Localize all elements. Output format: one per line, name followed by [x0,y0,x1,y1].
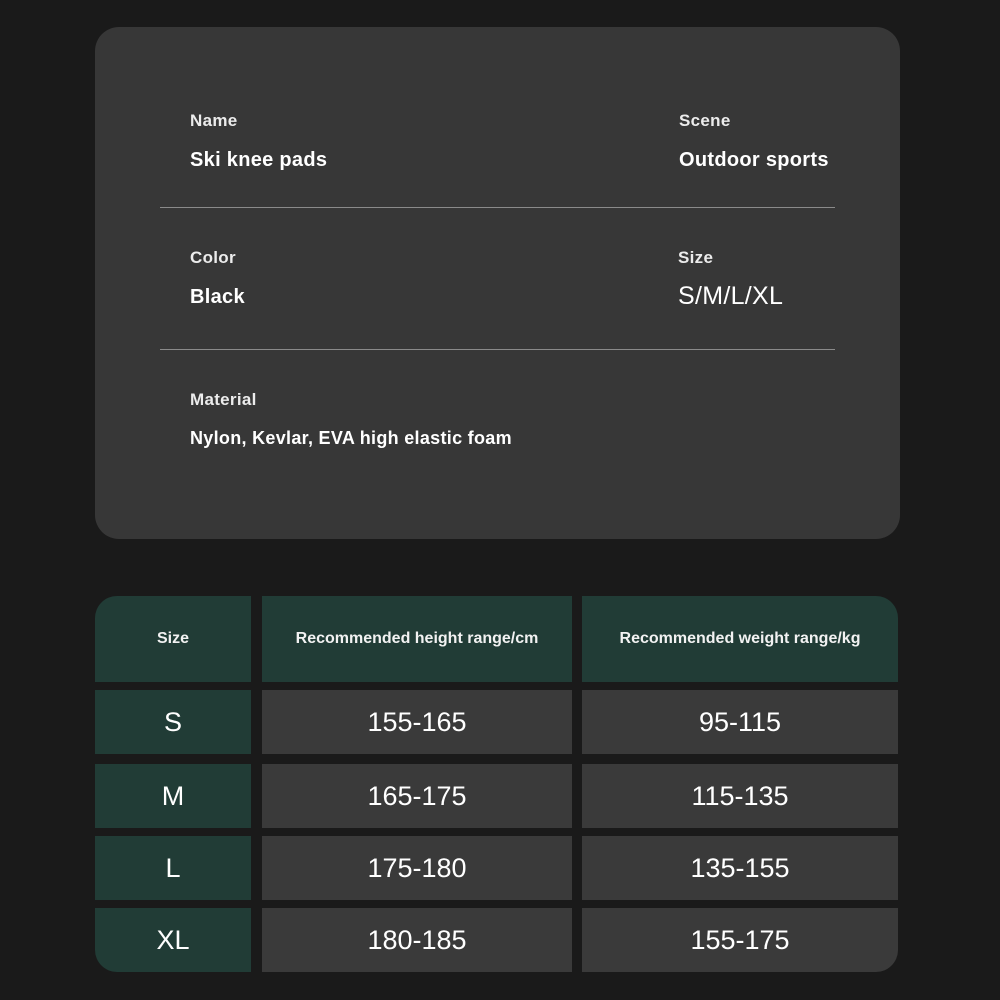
table-cell-size: M [95,764,251,828]
name-value: Ski knee pads [190,149,328,171]
size-value: S/M/L/XL [678,282,784,310]
table-cell-weight: 95-115 [582,690,898,754]
table-cell-weight: 155-175 [582,908,898,972]
table-cell-height: 175-180 [262,836,572,900]
divider [160,207,835,208]
size-label: Size [678,248,714,267]
table-cell-size: L [95,836,251,900]
table-cell-weight: 115-135 [582,764,898,828]
divider [160,349,835,350]
product-info-card [95,27,900,539]
table-cell-height: 165-175 [262,764,572,828]
material-field [190,390,512,449]
table-cell-height: 180-185 [262,908,572,972]
material-label: Material [190,390,257,409]
name-label: Name [190,111,238,130]
table-cell-size: S [95,690,251,754]
table-cell-weight: 135-155 [582,836,898,900]
table-cell-height: 155-165 [262,690,572,754]
color-value: Black [190,286,245,308]
size-chart-table [95,596,898,972]
size-field [678,248,783,311]
table-header-size: Size [95,596,251,682]
table-cell-size: XL [95,908,251,972]
name-field [190,111,327,172]
scene-label: Scene [679,111,731,130]
material-value: Nylon, Kevlar, EVA high elastic foam [190,428,512,448]
scene-value: Outdoor sports [679,149,829,171]
table-header-weight: Recommended weight range/kg [582,596,898,682]
color-field [190,248,245,309]
scene-field [679,111,829,172]
color-label: Color [190,248,236,267]
table-header-height: Recommended height range/cm [262,596,572,682]
